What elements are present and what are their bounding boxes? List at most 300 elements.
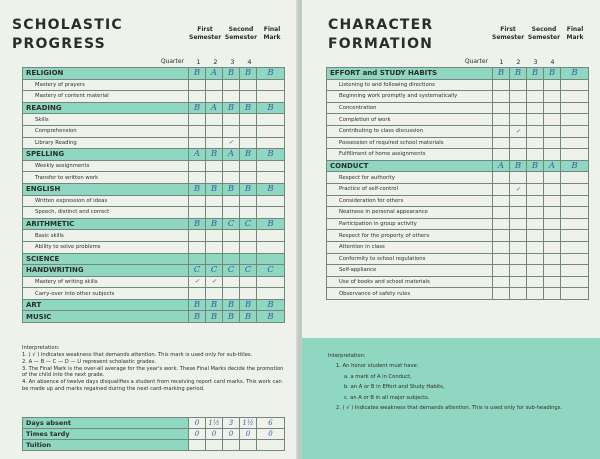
grade-q3-cell <box>527 288 544 300</box>
final-mark-cell <box>257 276 285 288</box>
grade-q2-cell <box>206 288 223 300</box>
second-semester-header <box>223 26 259 42</box>
grade-q1-cell <box>493 288 510 300</box>
attendance-value-cell: 6 <box>257 418 285 429</box>
attendance-value-cell <box>189 440 206 451</box>
grade-q4-cell <box>240 241 257 253</box>
subitem-label: Concentration <box>327 102 493 114</box>
final-mark-cell: B <box>257 218 285 230</box>
grade-q4-cell <box>240 125 257 137</box>
subitem-row <box>23 114 285 126</box>
grade-q4-cell <box>544 137 561 149</box>
grade-q2-cell: B <box>206 218 223 230</box>
final-mark-cell <box>257 207 285 219</box>
attendance-value-cell <box>223 440 240 451</box>
quarter-3-label: 3 <box>533 58 538 66</box>
final-mark-cell <box>257 195 285 207</box>
attendance-table <box>22 417 285 451</box>
grade-q1-cell: B <box>189 311 206 323</box>
grade-q2-cell: B <box>206 149 223 161</box>
category-label: ENGLISH <box>23 183 189 195</box>
grade-q4-cell <box>240 276 257 288</box>
grade-q2-cell: ✓ <box>206 276 223 288</box>
character-grades-table <box>326 67 589 300</box>
grade-q3-cell <box>527 183 544 195</box>
grade-q3-cell: B <box>223 102 240 114</box>
subitem-row <box>327 241 589 253</box>
grade-q3-cell <box>223 195 240 207</box>
attendance-value-cell: 0 <box>223 429 240 440</box>
grade-q3-cell <box>527 207 544 219</box>
grade-q2-cell <box>206 241 223 253</box>
final-mark-cell <box>257 230 285 242</box>
grade-q1-cell <box>493 195 510 207</box>
grade-q3-cell: B <box>527 68 544 80</box>
grade-q2-cell <box>510 114 527 126</box>
attendance-label: Times tardy <box>23 429 189 440</box>
grade-q4-cell: B <box>240 311 257 323</box>
attendance-value-cell: 1½ <box>240 418 257 429</box>
category-row <box>327 160 589 172</box>
attendance-row <box>23 418 285 429</box>
final-mark-cell <box>561 241 589 253</box>
grade-q1-cell <box>189 207 206 219</box>
interpretation-item: 2. ( √ ) Indicates weakness that demands attention. This is used only for sub-headings. <box>336 405 563 412</box>
category-row <box>23 68 285 80</box>
grade-q3-cell <box>527 230 544 242</box>
interpretation-item: 1. An honor student must have: <box>336 363 419 370</box>
grade-q2-cell <box>510 79 527 91</box>
grade-q2-cell: B <box>510 160 527 172</box>
quarter-2-label: 2 <box>516 58 521 66</box>
category-row <box>23 253 285 265</box>
grade-q4-cell <box>544 265 561 277</box>
scholastic-title <box>12 16 123 54</box>
subitem-label: Practice of self-control <box>327 183 493 195</box>
grade-q3-cell <box>223 276 240 288</box>
grade-q4-cell <box>544 149 561 161</box>
header-word: Semester <box>224 34 258 41</box>
subitem-row <box>327 253 589 265</box>
grade-q4-cell <box>240 79 257 91</box>
final-mark-cell <box>561 265 589 277</box>
grade-q4-cell <box>240 160 257 172</box>
grade-q2-cell <box>510 230 527 242</box>
grade-q2-cell <box>206 160 223 172</box>
subitem-label: Possession of required school materials <box>327 137 493 149</box>
subitem-label: Use of books and school materials <box>327 276 493 288</box>
subitem-row <box>23 276 285 288</box>
final-mark-cell: B <box>257 183 285 195</box>
subitem-row <box>327 172 589 184</box>
category-row <box>23 218 285 230</box>
grade-q3-cell <box>527 218 544 230</box>
final-mark-cell <box>561 91 589 103</box>
subitem-label: Mastery of content material <box>23 91 189 103</box>
subitem-row <box>327 102 589 114</box>
subitem-label: Consideration for others <box>327 195 493 207</box>
header-word: Mark <box>566 34 584 41</box>
grade-q2-cell <box>206 172 223 184</box>
final-mark-cell: B <box>257 149 285 161</box>
subitem-label: Library Reading <box>23 137 189 149</box>
quarter-3-label: 3 <box>230 58 235 66</box>
header-word: First <box>197 26 213 33</box>
title-line-2: PROGRESS <box>12 36 106 52</box>
category-label: ART <box>23 299 189 311</box>
final-mark-cell <box>561 149 589 161</box>
grade-q2-cell <box>510 172 527 184</box>
category-label: CONDUCT <box>327 160 493 172</box>
grade-q2-cell <box>510 195 527 207</box>
subitem-label: Listening to and following directions <box>327 79 493 91</box>
grade-q1-cell <box>493 102 510 114</box>
grade-q4-cell <box>240 172 257 184</box>
grade-q3-cell <box>527 114 544 126</box>
grade-q4-cell <box>544 288 561 300</box>
category-row <box>327 68 589 80</box>
grade-q4-cell <box>544 218 561 230</box>
grade-q1-cell <box>493 253 510 265</box>
grade-q4-cell <box>544 230 561 242</box>
grade-q1-cell: A <box>493 160 510 172</box>
grade-q4-cell: B <box>240 68 257 80</box>
subitem-label: Skills <box>23 114 189 126</box>
grade-q3-cell: B <box>527 160 544 172</box>
category-label: HANDWRITING <box>23 265 189 277</box>
grade-q1-cell <box>493 125 510 137</box>
subitem-row <box>327 195 589 207</box>
final-mark-cell: B <box>257 68 285 80</box>
grade-q3-cell <box>223 79 240 91</box>
header-word: Final <box>263 26 281 33</box>
grade-q4-cell <box>544 253 561 265</box>
final-mark-cell: B <box>257 299 285 311</box>
final-mark-cell: B <box>257 102 285 114</box>
interpretation-item: 3. The Final Mark is the over-all average for the year's work. These Final Marks decide the promotion of the child into the next grade. <box>22 366 284 379</box>
final-mark-cell <box>257 253 285 265</box>
grade-q3-cell <box>223 230 240 242</box>
grade-q3-cell: ✓ <box>223 137 240 149</box>
grade-q1-cell: A <box>189 149 206 161</box>
grade-q3-cell <box>527 91 544 103</box>
grade-q3-cell <box>527 125 544 137</box>
grade-q3-cell <box>527 102 544 114</box>
final-mark-cell <box>561 195 589 207</box>
grade-q3-cell <box>223 125 240 137</box>
grade-q2-cell <box>510 265 527 277</box>
quarter-label: Quarter <box>160 58 184 65</box>
grade-q2-cell <box>206 207 223 219</box>
grade-q2-cell: ✓ <box>510 183 527 195</box>
subitem-label: Self-appliance <box>327 265 493 277</box>
second-semester-header <box>526 26 562 42</box>
grade-q3-cell <box>527 276 544 288</box>
subitem-label: Respect for the property of others <box>327 230 493 242</box>
final-mark-cell <box>257 288 285 300</box>
subitem-label: Carry-over into other subjects <box>23 288 189 300</box>
final-mark-cell <box>561 183 589 195</box>
subitem-row <box>327 218 589 230</box>
grade-q3-cell: B <box>223 183 240 195</box>
grade-q4-cell <box>544 102 561 114</box>
grade-q4-cell <box>544 276 561 288</box>
subitem-label: Mastery of writing skills <box>23 276 189 288</box>
grade-q1-cell <box>493 230 510 242</box>
attendance-value-cell: 0 <box>189 418 206 429</box>
grade-q1-cell <box>189 288 206 300</box>
grade-q4-cell <box>240 230 257 242</box>
subitem-label: Observance of safety rules <box>327 288 493 300</box>
grade-q3-cell <box>527 172 544 184</box>
grade-q1-cell: ✓ <box>189 276 206 288</box>
final-mark-cell <box>257 160 285 172</box>
subitem-row <box>327 183 589 195</box>
final-mark-cell <box>561 288 589 300</box>
final-mark-cell: B <box>257 311 285 323</box>
category-label: SCIENCE <box>23 253 189 265</box>
grade-q1-cell: B <box>189 183 206 195</box>
final-mark-cell <box>257 91 285 103</box>
scholastic-progress-page <box>0 0 298 459</box>
subitem-label: Completion of work <box>327 114 493 126</box>
subitem-row <box>327 230 589 242</box>
grade-q1-cell <box>189 253 206 265</box>
grade-q2-cell <box>206 230 223 242</box>
grade-q2-cell: B <box>510 68 527 80</box>
subitem-label: Weekly assignments <box>23 160 189 172</box>
grade-q4-cell <box>240 137 257 149</box>
attendance-value-cell: 1½ <box>206 418 223 429</box>
grade-q4-cell <box>544 114 561 126</box>
grade-q2-cell <box>206 79 223 91</box>
grade-q1-cell <box>493 218 510 230</box>
grade-q3-cell: B <box>223 311 240 323</box>
final-mark-cell <box>257 172 285 184</box>
subitem-label: Transfer to written work <box>23 172 189 184</box>
scholastic-interpretation <box>22 345 284 393</box>
grade-q3-cell <box>223 207 240 219</box>
interpretation-item: 4. An absence of twelve days disqualifies a student from receiving report card marks. This work can be made up and marks regained during the next card-marking period. <box>22 379 282 392</box>
subitem-label: Participation in group activity <box>327 218 493 230</box>
interpretation-heading: Interpretation: <box>328 353 366 359</box>
final-mark-cell: B <box>561 68 589 80</box>
grade-q4-cell <box>544 195 561 207</box>
subitem-label: Mastery of prayers <box>23 79 189 91</box>
grade-q1-cell <box>493 207 510 219</box>
final-mark-cell <box>561 125 589 137</box>
grade-q1-cell <box>493 149 510 161</box>
grade-q1-cell <box>493 172 510 184</box>
grade-q4-cell <box>544 125 561 137</box>
header-word: Second <box>531 26 557 33</box>
subitem-row <box>327 114 589 126</box>
grade-q2-cell <box>510 91 527 103</box>
grade-q1-cell <box>493 265 510 277</box>
grade-q2-cell: C <box>206 265 223 277</box>
interpretation-item: c. an A or B in all major subjects. <box>344 394 430 401</box>
grade-q2-cell <box>206 195 223 207</box>
subitem-row <box>23 207 285 219</box>
category-label: ARITHMETIC <box>23 218 189 230</box>
grade-q2-cell <box>510 207 527 219</box>
header-word: Semester <box>527 34 561 41</box>
grade-q1-cell: B <box>189 299 206 311</box>
interpretation-item: 2. A — B — C — D — U represent scholastic grades. <box>22 359 157 365</box>
first-semester-header <box>492 26 524 42</box>
final-mark-cell <box>257 125 285 137</box>
header-word: Final <box>566 26 584 33</box>
title-line-1: CHARACTER <box>328 17 434 33</box>
grade-q1-cell: B <box>189 218 206 230</box>
subitem-row <box>327 125 589 137</box>
interpretation-item: b. an A or B in Effort and Study Habits, <box>344 384 445 391</box>
grade-q1-cell <box>493 276 510 288</box>
grade-q2-cell <box>510 137 527 149</box>
grade-q2-cell: A <box>206 102 223 114</box>
header-word: Semester <box>189 34 222 41</box>
grade-q3-cell <box>527 241 544 253</box>
final-mark-header <box>564 26 586 42</box>
grade-q2-cell <box>206 114 223 126</box>
attendance-value-cell: 0 <box>257 429 285 440</box>
subitem-label: Basic skills <box>23 230 189 242</box>
grade-q3-cell <box>223 241 240 253</box>
subitem-label: Neatness in personal appearance <box>327 207 493 219</box>
grade-q2-cell: B <box>206 183 223 195</box>
character-formation-page <box>302 0 600 459</box>
grade-q3-cell: A <box>223 149 240 161</box>
subitem-row <box>327 149 589 161</box>
grade-q2-cell <box>510 241 527 253</box>
final-mark-cell <box>257 241 285 253</box>
grade-q4-cell: C <box>240 218 257 230</box>
header-word: Mark <box>263 34 281 41</box>
grade-q4-cell: B <box>544 68 561 80</box>
subitem-row <box>327 79 589 91</box>
grade-q1-cell <box>493 91 510 103</box>
grade-q3-cell: C <box>223 218 240 230</box>
header-word: Second <box>228 26 254 33</box>
grade-q1-cell <box>189 160 206 172</box>
grade-q4-cell <box>544 172 561 184</box>
grade-q4-cell <box>240 288 257 300</box>
grade-q4-cell: C <box>240 265 257 277</box>
grade-q4-cell: B <box>240 183 257 195</box>
subitem-label: Speech, distinct and correct <box>23 207 189 219</box>
grade-q4-cell <box>240 207 257 219</box>
grade-q4-cell <box>240 91 257 103</box>
grade-q3-cell <box>223 114 240 126</box>
subitem-label: Contributing to class discussion <box>327 125 493 137</box>
grade-q1-cell <box>189 137 206 149</box>
final-mark-cell <box>561 207 589 219</box>
attendance-value-cell: 0 <box>206 429 223 440</box>
quarter-label: Quarter <box>464 58 488 65</box>
title-line-1: SCHOLASTIC <box>12 17 123 33</box>
subitem-label: Fulfillment of home assignments <box>327 149 493 161</box>
grade-q1-cell <box>493 137 510 149</box>
quarter-1-label: 1 <box>499 58 504 66</box>
subitem-label: Written expression of ideas <box>23 195 189 207</box>
grade-q2-cell: B <box>206 299 223 311</box>
grade-q4-cell: B <box>240 299 257 311</box>
final-mark-cell <box>561 172 589 184</box>
subitem-row <box>23 172 285 184</box>
quarter-2-label: 2 <box>213 58 218 66</box>
grade-q2-cell <box>206 253 223 265</box>
interpretation-heading: Interpretation: <box>22 345 60 351</box>
final-mark-cell <box>561 253 589 265</box>
grade-q3-cell: B <box>223 299 240 311</box>
scholastic-grades-table <box>22 67 285 323</box>
subitem-row <box>23 137 285 149</box>
category-row <box>23 183 285 195</box>
header-word: Semester <box>492 34 525 41</box>
grade-q3-cell <box>223 91 240 103</box>
grade-q1-cell <box>493 183 510 195</box>
subitem-row <box>327 265 589 277</box>
subitem-label: Comprehension <box>23 125 189 137</box>
grade-q4-cell <box>544 79 561 91</box>
grade-q1-cell <box>189 91 206 103</box>
grade-q4-cell <box>240 253 257 265</box>
final-mark-cell <box>561 79 589 91</box>
grade-q2-cell <box>510 288 527 300</box>
attendance-value-cell <box>206 440 223 451</box>
quarter-4-label: 4 <box>247 58 252 66</box>
subitem-row <box>327 137 589 149</box>
final-mark-header <box>261 26 283 42</box>
grade-q4-cell <box>240 114 257 126</box>
subitem-row <box>23 195 285 207</box>
grade-q1-cell <box>493 241 510 253</box>
attendance-value-cell: 3 <box>223 418 240 429</box>
grade-q1-cell: C <box>189 265 206 277</box>
final-mark-cell <box>561 102 589 114</box>
grade-q4-cell <box>240 195 257 207</box>
grade-q2-cell <box>206 125 223 137</box>
category-row <box>23 311 285 323</box>
final-mark-cell <box>561 137 589 149</box>
subitem-row <box>23 230 285 242</box>
header-word: First <box>500 26 516 33</box>
category-label: MUSIC <box>23 311 189 323</box>
grade-q2-cell <box>510 149 527 161</box>
character-title <box>328 16 433 54</box>
grade-q2-cell <box>206 91 223 103</box>
first-semester-header <box>189 26 221 42</box>
grade-q1-cell <box>189 195 206 207</box>
grade-q3-cell <box>527 195 544 207</box>
grade-q1-cell <box>189 114 206 126</box>
subitem-row <box>327 91 589 103</box>
attendance-label: Tuition <box>23 440 189 451</box>
grade-q3-cell <box>527 253 544 265</box>
grade-q3-cell <box>527 79 544 91</box>
category-row <box>23 299 285 311</box>
grade-q3-cell <box>527 137 544 149</box>
final-mark-cell: B <box>561 160 589 172</box>
attendance-row <box>23 440 285 451</box>
grade-q3-cell <box>223 288 240 300</box>
grade-q1-cell <box>493 79 510 91</box>
grade-q4-cell <box>544 91 561 103</box>
grade-q4-cell <box>544 241 561 253</box>
grade-q3-cell: C <box>223 265 240 277</box>
subitem-label: Beginning work promptly and systematically <box>327 91 493 103</box>
attendance-value-cell: 0 <box>189 429 206 440</box>
